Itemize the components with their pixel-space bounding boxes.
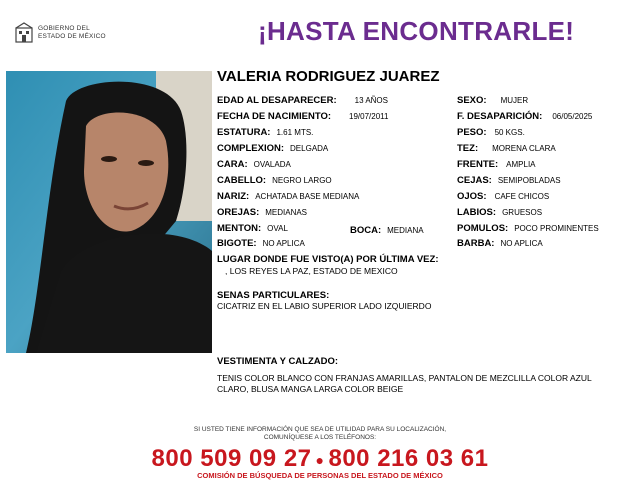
value-ojos: CAFE CHICOS <box>494 192 550 201</box>
value-nariz: ACHATADA BASE MEDIANA <box>255 192 360 201</box>
value-orejas: MEDIANAS <box>265 208 308 217</box>
label-cara: CARA: <box>217 159 248 170</box>
field-sexo <box>457 95 528 106</box>
field-nariz <box>217 191 359 202</box>
value-complexion: DELGADA <box>290 144 329 153</box>
contact-note-line-1: SI USTED TIENE INFORMACIÓN QUE SEA DE UTILIDAD PARA SU LOCALIZACIÓN, <box>193 426 447 433</box>
logo-line-1: GOBIERNO DEL <box>38 25 90 32</box>
contact-note-line-2: COMUNÍQUESE A LOS TELÉFONOS: <box>263 434 377 441</box>
label-frente: FRENTE: <box>457 159 499 170</box>
field-cejas <box>457 175 561 186</box>
phone-numbers <box>0 445 640 473</box>
label-labios: LABIOS: <box>457 207 497 218</box>
clothing-title: VESTIMENTA Y CALZADO: <box>217 356 339 367</box>
logo-text <box>38 25 106 41</box>
label-boca: BOCA: <box>350 225 382 236</box>
label-nariz: NARIZ: <box>217 191 250 202</box>
last-seen-text: , LOS REYES LA PAZ, ESTADO DE MEXICO <box>225 266 398 276</box>
field-estatura <box>217 127 313 138</box>
value-sexo: MUJER <box>500 96 529 105</box>
contact-note <box>0 426 640 442</box>
field-peso <box>457 127 525 138</box>
label-tez: TEZ: <box>457 143 479 154</box>
field-frente <box>457 159 536 170</box>
label-bigote: BIGOTE: <box>217 238 257 249</box>
field-pomulos <box>457 223 599 234</box>
field-orejas <box>217 207 307 218</box>
value-fecha-desaparicion: 06/05/2025 <box>552 112 593 121</box>
value-estatura: 1.61 MTS. <box>276 128 314 137</box>
value-bigote: NO APLICA <box>262 239 305 248</box>
value-tez: MORENA CLARA <box>492 144 556 153</box>
separator-dot-icon: ● <box>315 451 325 468</box>
field-cara <box>217 159 291 170</box>
label-fecha-desaparicion: F. DESAPARICIÓN: <box>457 111 543 122</box>
label-estatura: ESTATURA: <box>217 127 271 138</box>
last-seen-title: LUGAR DONDE FUE VISTO(A) POR ÚLTIMA VEZ: <box>217 254 439 265</box>
value-peso: 50 KGS. <box>494 128 525 137</box>
field-tez <box>457 143 556 154</box>
value-menton: OVAL <box>267 224 288 233</box>
value-frente: AMPLIA <box>506 160 536 169</box>
headline: ¡HASTA ENCONTRARLE! <box>258 16 575 46</box>
phone-1[interactable]: 800 509 09 27 <box>151 445 312 472</box>
organization-name: COMISIÓN DE BÚSQUEDA DE PERSONAS DEL ESTADO DE MÉXICO <box>197 471 443 480</box>
field-edad <box>217 95 388 106</box>
field-boca <box>350 225 424 236</box>
field-barba <box>457 238 543 249</box>
state-emblem-icon <box>14 22 34 44</box>
field-menton <box>217 223 288 234</box>
label-barba: BARBA: <box>457 238 495 249</box>
value-pomulos: POCO PROMINENTES <box>514 224 599 233</box>
logo-line-2: ESTADO DE MÉXICO <box>38 33 106 40</box>
value-cara: OVALADA <box>253 160 291 169</box>
value-fecha-nacimiento: 19/07/2011 <box>349 112 389 121</box>
distinguishing-marks-text: CICATRIZ EN EL LABIO SUPERIOR LADO IZQUIERDO <box>217 301 432 311</box>
value-labios: GRUESOS <box>502 208 543 217</box>
field-bigote <box>217 238 305 249</box>
field-fecha-desaparicion <box>457 111 592 122</box>
label-sexo: SEXO: <box>457 95 487 106</box>
field-labios <box>457 207 542 218</box>
label-complexion: COMPLEXION: <box>217 143 285 154</box>
label-edad: EDAD AL DESAPARECER: <box>217 95 337 106</box>
label-fecha-nacimiento: FECHA DE NACIMIENTO: <box>217 111 331 122</box>
label-cejas: CEJAS: <box>457 175 492 186</box>
field-complexion <box>217 143 328 154</box>
label-peso: PESO: <box>457 127 487 138</box>
label-orejas: OREJAS: <box>217 207 260 218</box>
distinguishing-marks-title: SENAS PARTICULARES: <box>217 290 330 301</box>
portrait-illustration <box>6 71 212 353</box>
field-fecha-nacimiento <box>217 111 388 122</box>
label-menton: MENTON: <box>217 223 262 234</box>
value-cejas: SEMIPOBLADAS <box>497 176 561 185</box>
missing-person-photo <box>6 71 212 353</box>
label-cabello: CABELLO: <box>217 175 267 186</box>
clothing-text: TENIS COLOR BLANCO CON FRANJAS AMARILLAS, PANTALON DE MEZCLILLA COLOR AZUL CLARO, BLUSA MANGA LARGA COLOR BEIGE <box>217 373 592 394</box>
field-ojos <box>457 191 549 202</box>
value-edad: 13 AÑOS <box>354 96 388 105</box>
label-pomulos: POMULOS: <box>457 223 509 234</box>
value-boca: MEDIANA <box>387 226 424 235</box>
government-logo <box>14 22 124 46</box>
person-name: VALERIA RODRIGUEZ JUAREZ <box>217 68 440 85</box>
value-barba: NO APLICA <box>500 239 543 248</box>
field-cabello <box>217 175 332 186</box>
value-cabello: NEGRO LARGO <box>272 176 332 185</box>
phone-2[interactable]: 800 216 03 61 <box>328 445 489 472</box>
label-ojos: OJOS: <box>457 191 487 202</box>
